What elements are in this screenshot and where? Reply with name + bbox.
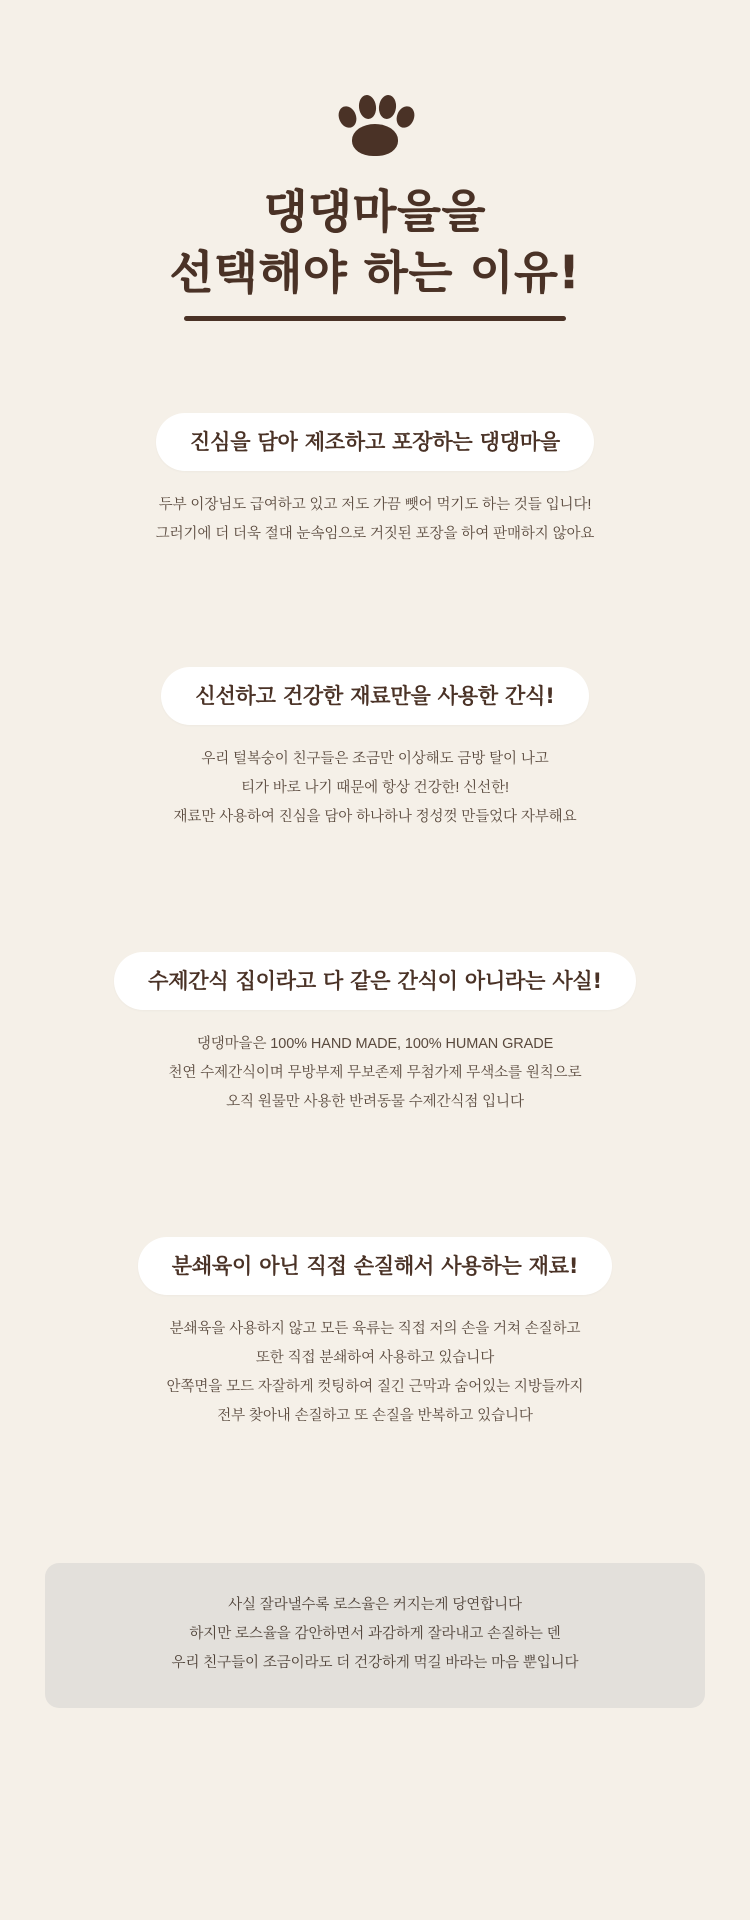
section-3-line-3: 오직 원물만 사용한 반려동물 수제간식점 입니다 [226,1093,524,1110]
section-4-line-3: 안쪽면을 모드 자잘하게 컷팅하여 질긴 근막과 숨어있는 지방들까지 [166,1378,584,1395]
section-4-line-4: 전부 찾아내 손질하고 또 손질을 반복하고 있습니다 [217,1407,533,1424]
section-2-line-1: 우리 털복숭이 친구들은 조금만 이상해도 금방 탈이 나고 [201,750,549,767]
section-3-heading: 수제간식 집이라고 다 같은 간식이 아니라는 사실! [114,952,636,1010]
paw-icon [333,92,417,156]
page-header [0,0,750,333]
footer-note-line-3: 우리 친구들이 조금이라도 더 건강하게 먹길 바라는 마음 뿐입니다 [171,1654,579,1671]
section-1-body [0,491,750,549]
section-3-line-1: 댕댕마을은 100% HAND MADE, 100% HUMAN GRADE [196,1035,554,1052]
section-2-line-3: 재료만 사용하여 진심을 담아 하나하나 정성껏 만들었다 자부해요 [173,808,577,825]
footer-note-line-1: 사실 잘라낼수록 로스율은 커지는게 당연합니다 [228,1596,522,1613]
section-4-line-2: 또한 직접 분쇄하여 사용하고 있습니다 [255,1349,495,1366]
page-title-line-2: 선택해야 하는 이유! [169,245,581,299]
section-2 [0,667,750,832]
section-3 [0,952,750,1117]
section-2-heading: 신선하고 건강한 재료만을 사용한 간식! [161,667,588,725]
section-1-heading: 진심을 담아 제조하고 포장하는 댕댕마을 [156,413,594,471]
footer-note-line-2: 하지만 로스율을 감안하면서 과감하게 잘라내고 손질하는 덴 [189,1625,561,1642]
title-underline [184,316,566,321]
section-4-line-1: 분쇄육을 사용하지 않고 모든 육류는 직접 저의 손을 거쳐 손질하고 [169,1320,581,1337]
section-4 [0,1237,750,1431]
section-4-heading: 분쇄육이 아닌 직접 손질해서 사용하는 재료! [138,1237,612,1295]
section-4-body [0,1315,750,1431]
section-2-body [0,745,750,832]
page-title-line-1: 댕댕마을을 [263,185,487,238]
section-2-line-2: 티가 바로 나기 때문에 항상 건강한! 신선한! [241,779,509,796]
footer-note [45,1563,705,1708]
section-1-line-2: 그러기에 더 더욱 절대 눈속임으로 거짓된 포장을 하여 판매하지 않아요 [155,525,595,542]
section-1 [0,413,750,549]
section-3-line-2: 천연 수제간식이며 무방부제 무보존제 무첨가제 무색소를 원칙으로 [168,1064,582,1081]
page-title [170,182,581,333]
section-3-body [0,1030,750,1117]
section-1-line-1: 두부 이장님도 급여하고 있고 저도 가끔 뺏어 먹기도 하는 것들 입니다! [158,496,592,513]
